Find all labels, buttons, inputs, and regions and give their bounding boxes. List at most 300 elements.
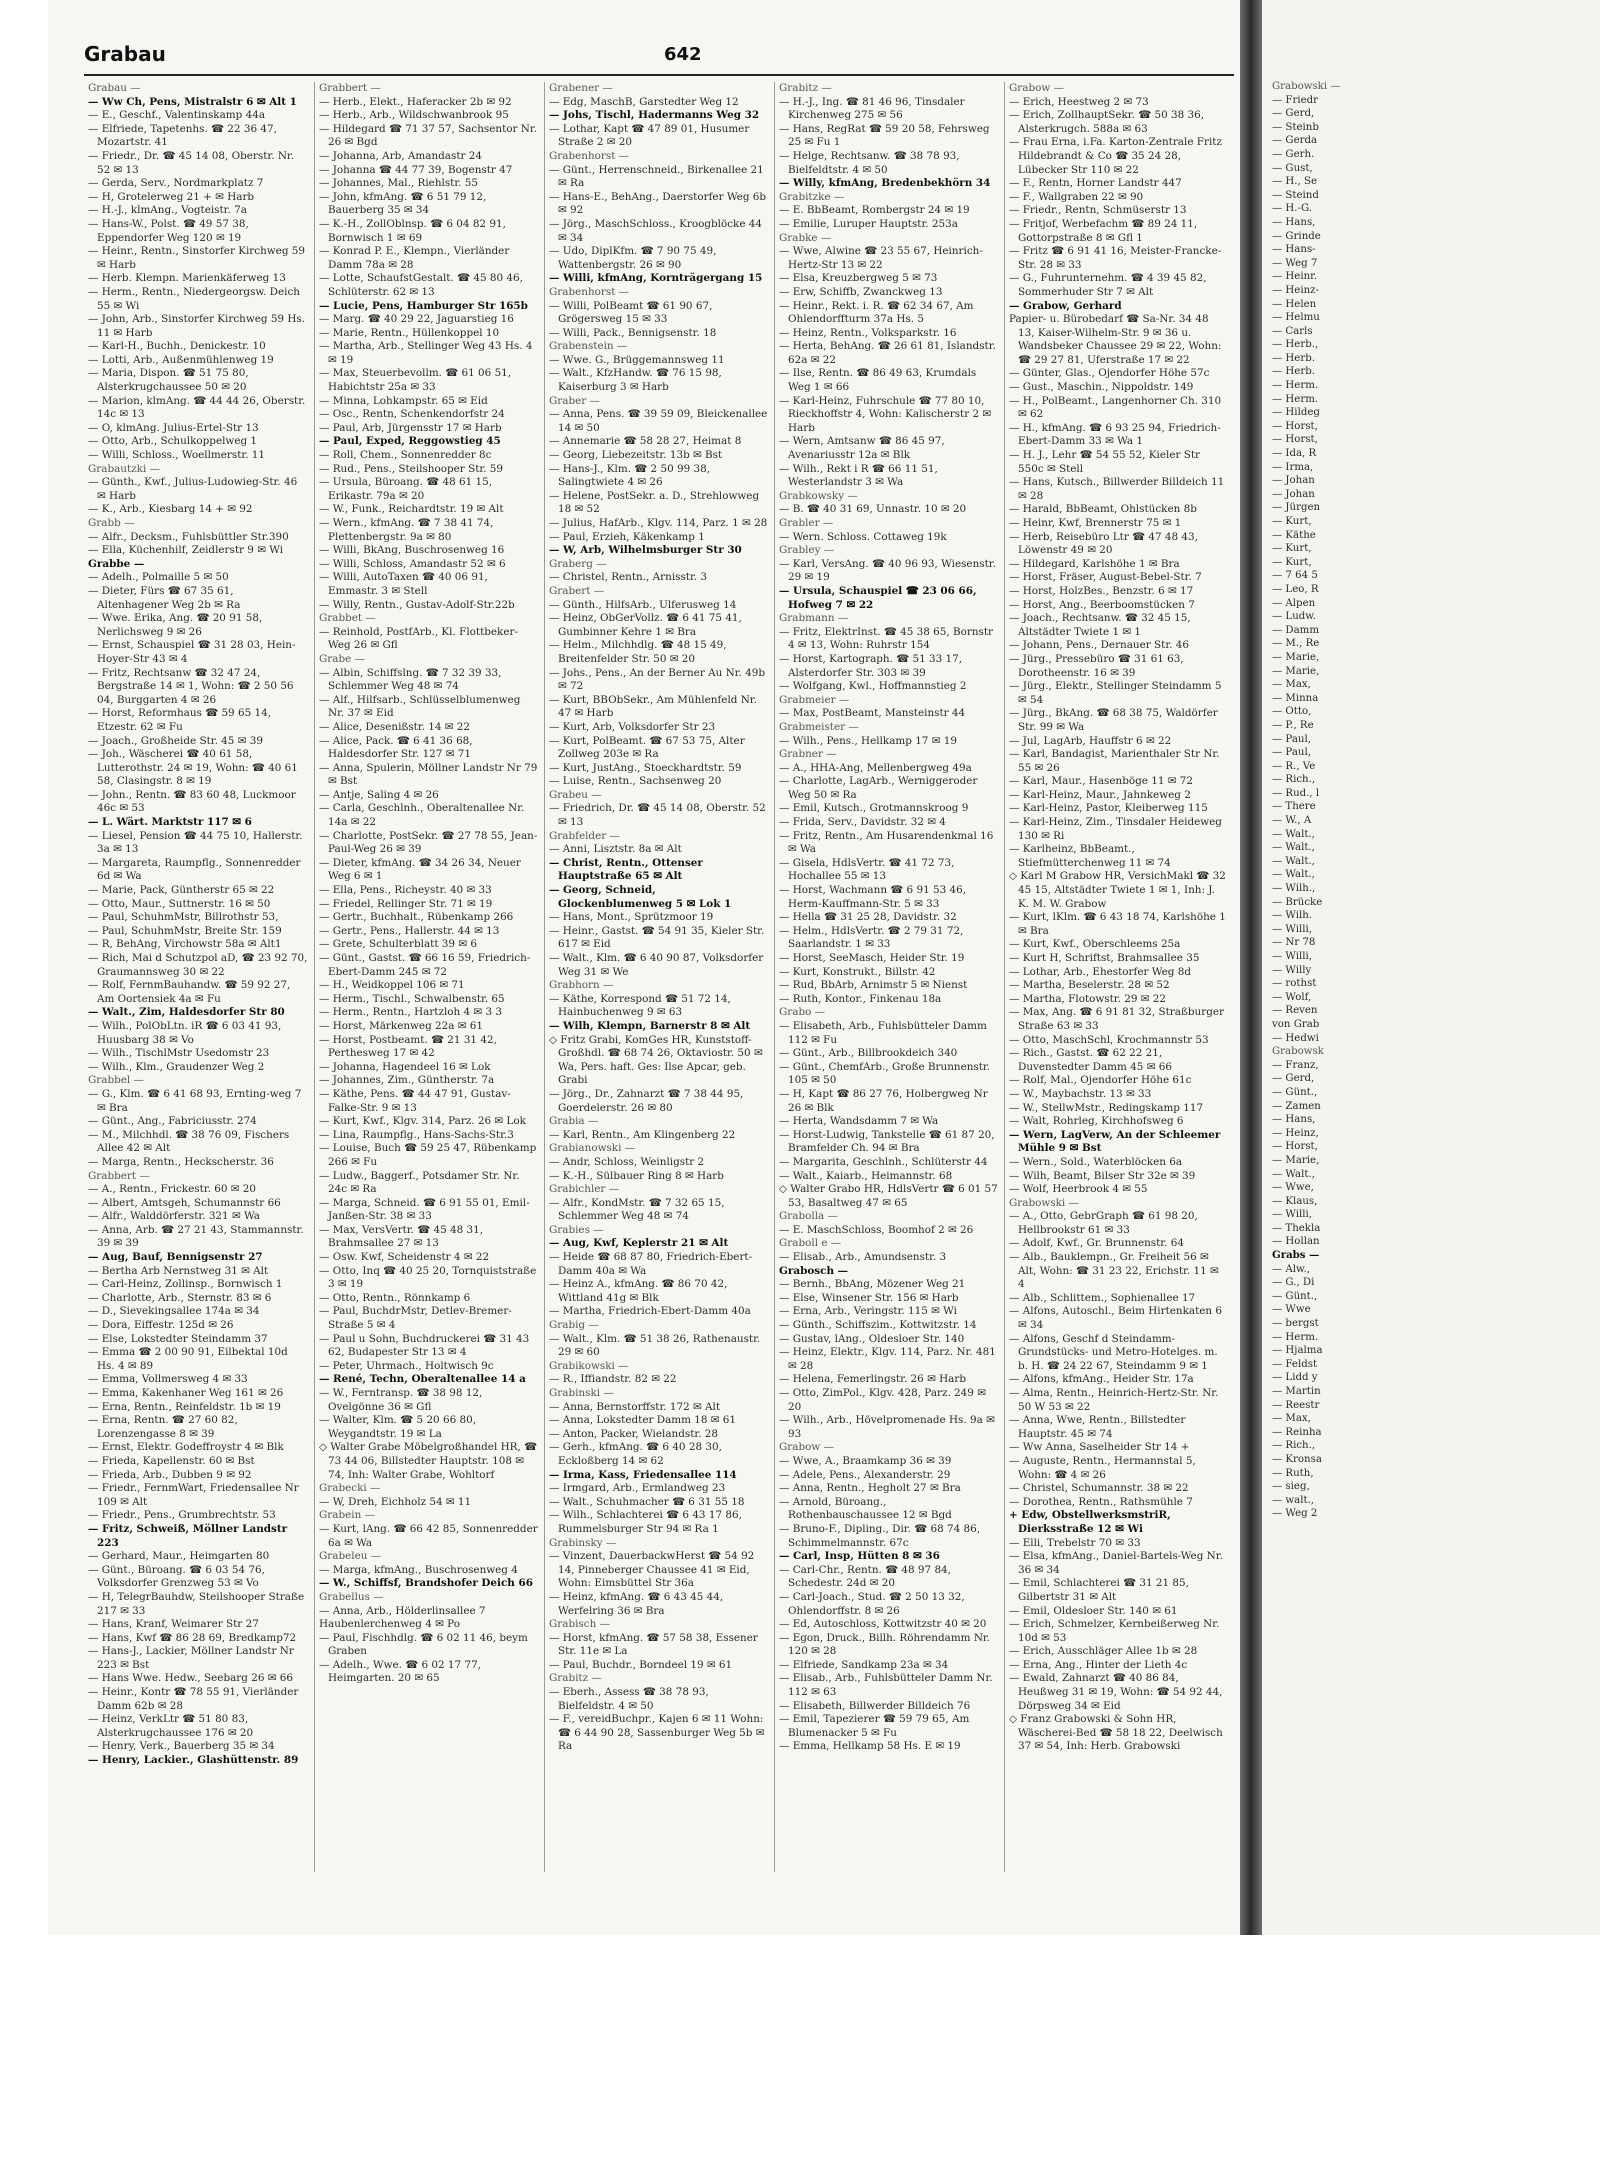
directory-entry: — Johan: [1272, 488, 1315, 500]
directory-entry: — Ruth, Kontor., Finkenau 18a: [779, 992, 942, 1005]
directory-entry: — Charlotte, Arb., Sternstr. 83 ✉ 6: [88, 1291, 272, 1304]
directory-entry: Papier- u. Bürobedarf ☎ Sa-Nr. 34 48 13, Kaiser-Wilhelm-Str. 9 ✉ 36 u. Wandsbeker Chaussee 29 ✉ 22, Wohn: ☎ 29 27 81, Uferstraße 17 ✉ 22: [1009, 313, 1222, 366]
directory-entry: — Johan: [1272, 475, 1315, 487]
directory-entry: — Walt., Schuhmacher ☎ 6 31 55 18: [549, 1495, 745, 1508]
surname-heading: Grabbel —: [88, 1074, 144, 1087]
directory-entry: — Walt., Zim, Haldesdorfer Str 80: [88, 1006, 285, 1019]
directory-entry: — W., A: [1272, 815, 1312, 827]
directory-entry: — E., Geschf., Valentinskamp 44a: [88, 109, 266, 122]
surname-heading: Grabo —: [779, 1006, 826, 1019]
directory-entry: — Max,: [1272, 679, 1311, 691]
column-col-3: [544, 82, 774, 1872]
surname-heading: Grabow —: [779, 1441, 834, 1454]
directory-entry: — Martha, Friedrich-Ebert-Damm 40a: [549, 1305, 751, 1318]
directory-entry: — John., Rentn. ☎ 83 60 48, Luckmoor 46c ✉ 53: [88, 788, 296, 815]
directory-entry: — R, BehAng, Virchowstr 58a ✉ Alt1: [88, 938, 282, 951]
directory-entry: — Max, VersVertr. ☎ 45 48 31, Brahmsallee 27 ✉ 13: [319, 1223, 484, 1250]
directory-entry: — Alfons, kfmAng., Heider Str. 17a: [1009, 1373, 1194, 1386]
directory-entry: — Walt., Klm. ☎ 6 40 90 87, Volksdorfer Weg 31 ✉ We: [549, 952, 764, 978]
directory-entry: — Jürg., BkAng. ☎ 68 38 75, Waldörfer Str. 99 ✉ Wa: [1009, 707, 1218, 733]
directory-entry: — Helmu: [1272, 312, 1320, 324]
surname-heading: Grabmeier —: [779, 693, 850, 706]
directory-entry: — F., vereidBuchpr., Kajen 6 ✉ 11 Wohn: ☎ 6 44 90 28, Sassenburger Weg 5b ✉ Ra: [549, 1713, 765, 1753]
surname-heading: Grabia —: [549, 1115, 599, 1128]
directory-entry: — Ida, R: [1272, 448, 1317, 460]
directory-entry: — E. BbBeamt, Rombergstr 24 ✉ 19: [779, 204, 970, 217]
directory-entry: — Erna, Rentn., Reinfeldstr. 1b ✉ 19: [88, 1400, 281, 1413]
directory-entry: — Rich, Mai d Schutzpol aD, ☎ 23 92 70, Graumannsweg 30 ✉ 22: [88, 952, 308, 978]
surname-heading: Graboll e —: [779, 1237, 842, 1250]
directory-entry: — Gertr., Buchhalt., Rübenkamp 266: [319, 911, 514, 924]
surname-heading: Grabenhorst —: [549, 149, 630, 162]
directory-entry: — Gerda: [1272, 135, 1318, 147]
directory-entry: — Herta, BehAng. ☎ 26 61 81, Islandstr. 62a ✉ 22: [779, 340, 996, 366]
directory-entry: — Käthe, Korrespond ☎ 51 72 14, Hainbuchenweg 9 ✉ 63: [549, 992, 731, 1019]
directory-entry: — Günt., Gastst. ☎ 66 16 59, Friedrich-Ebert-Damm 245 ✉ 72: [319, 952, 531, 978]
directory-entry: — Lotte, SchaufstGestalt. ☎ 45 80 46, Schlüterstr. 62 ✉ 13: [319, 272, 523, 298]
directory-entry: — Günth., Schiffszim., Kottwitzstr. 14: [779, 1319, 977, 1332]
directory-entry: — Andr, Schloss, Weinligstr 2: [549, 1155, 705, 1168]
surname-heading: Grabeleu —: [319, 1550, 382, 1563]
directory-entry: — Erich, Heestweg 2 ✉ 73: [1009, 95, 1149, 108]
directory-entry: — Wern, LagVerw, An der Schleemer Mühle 9 ✉ Bst: [1009, 1128, 1221, 1155]
directory-entry: — Christel, Rentn., Arnisstr. 3: [549, 571, 708, 584]
directory-entry: — Herb. Klempn. Marienkäferweg 13: [88, 272, 286, 285]
directory-entry: — Weg 2: [1272, 1508, 1318, 1520]
directory-entry: ◇ Fritz Grabi, KomGes HR, Kunststoff-Großhdl. ☎ 68 74 26, Oktaviostr. 50 ✉ Wa, Pers. haft. Ges: Ilse Apcar, geb. Grabi: [549, 1033, 763, 1087]
directory-entry: — Jörg., Dr., Zahnarzt ☎ 7 38 44 95, Goerdelerstr. 26 ✉ 80: [549, 1087, 744, 1114]
directory-entry: — Johanna ☎ 44 77 39, Bogenstr 47: [319, 163, 513, 176]
directory-entry: — Friedel, Rellinger Str. 71 ✉ 19: [319, 897, 493, 910]
directory-entry: — Steind: [1272, 189, 1319, 201]
directory-entry: — Ursula, Büroang. ☎ 48 61 15, Erikastr. 79a ✉ 20: [319, 476, 493, 502]
directory-entry: ◇ Walter Grabe Möbelgroßhandel HR, ☎ 73 44 06, Billstedter Hauptstr. 108 ✉ 74, Inh: Walter Grabe, Wohltorf: [319, 1441, 538, 1481]
surname-heading: Grabitz —: [779, 82, 832, 94]
surname-heading: Grabianowski —: [549, 1142, 636, 1155]
directory-entry: Grabs —: [1272, 1249, 1320, 1262]
directory-entry: — Harald, BbBeamt, Ohlstücken 8b: [1009, 503, 1197, 516]
directory-entry: — Herm., Rentn., Hartzloh 4 ✉ 3 3: [319, 1006, 502, 1019]
directory-entry: — Anna, Bernstorffstr. 172 ✉ Alt: [549, 1400, 721, 1413]
directory-entry: — Rud, BbArb, Arnimstr 5 ✉ Nienst: [779, 979, 968, 992]
directory-entry: — H., Se: [1272, 176, 1318, 188]
directory-entry: — Ww Ch, Pens, Mistralstr 6 ✉ Alt 1: [88, 95, 297, 108]
directory-entry: — Alfr., Walddörferstr. 321 ✉ Wa: [88, 1210, 260, 1223]
directory-entry: — W., Maybachstr. 13 ✉ 33: [1009, 1087, 1152, 1100]
directory-entry: — Maria, Dispon. ☎ 51 75 80, Alsterkrugchaussee 50 ✉ 20: [88, 367, 249, 394]
directory-entry: — Margareta, Raumpflg., Sonnenredder 6d ✉ Wa: [88, 856, 301, 883]
directory-entry: — Anna, Rentn., Hegholt 27 ✉ Bra: [779, 1482, 961, 1495]
directory-entry: — Erich, ZollhauptSekr. ☎ 50 38 36, Alsterkrugch. 588a ✉ 63: [1009, 109, 1205, 135]
directory-entry: — Max,: [1272, 1413, 1311, 1425]
directory-entry: — Leo, R: [1272, 583, 1319, 595]
directory-entry: — Johs., Pens., An der Berner Au Nr. 49b ✉ 72: [549, 666, 765, 693]
directory-entry: — Karl-Heinz, Pastor, Kleiberweg 115: [1009, 802, 1208, 815]
directory-entry: — Aug, Kwf, Keplerstr 21 ✉ Alt: [549, 1237, 729, 1250]
directory-entry: ◇ Walter Grabo HR, HdlsVertr ☎ 6 01 57 53, Basaltweg 47 ✉ 65: [779, 1183, 998, 1209]
directory-entry: — Louise, Buch ☎ 59 25 47, Rübenkamp 266 ✉ Fu: [319, 1142, 537, 1168]
directory-entry: — K.-H., ZollOblnsp. ☎ 6 04 82 91, Bornwisch 1 ✉ 69: [319, 217, 506, 244]
directory-entry: — Walt, Rohrleg, Kirchhofsweg 6: [1009, 1115, 1184, 1128]
directory-entry: — Fritz, Rentn., Am Husarendenkmal 16 ✉ Wa: [779, 829, 994, 856]
directory-entry: — Karl-Heinz, Maur., Jahnkeweg 2: [1009, 788, 1191, 801]
directory-entry: — Wilh.: [1272, 910, 1313, 922]
directory-entry: — Heinz, Rentn., Volksparkstr. 16: [779, 326, 957, 339]
directory-entry: — Alfr., Decksm., Fuhlsbüttler Str.390: [88, 530, 289, 543]
directory-entry: — Elisab., Arb., Amundsenstr. 3: [779, 1251, 947, 1264]
directory-entry: — K.-H., Sülbauer Ring 8 ✉ Harb: [549, 1169, 724, 1182]
directory-entry: — Nr 78: [1272, 937, 1316, 949]
surname-heading: Grabke —: [779, 231, 832, 244]
directory-entry: — Walt.,: [1272, 869, 1315, 881]
surname-heading: Grabichler —: [549, 1183, 620, 1196]
surname-heading: Grabbert —: [88, 1169, 150, 1182]
directory-entry: — 7 64 5: [1272, 570, 1318, 582]
directory-entry: — Minna, Lohkampstr. 65 ✉ Eid: [319, 394, 488, 407]
directory-entry: — Zamen: [1272, 1100, 1321, 1112]
surname-heading: Grabert —: [549, 584, 605, 597]
directory-entry: — Ella, Pens., Richeystr. 40 ✉ 33: [319, 884, 492, 897]
directory-entry: — Jürg., Elektr., Stellinger Steindamm 5 ✉ 54: [1009, 680, 1222, 706]
directory-columns: [84, 82, 1234, 1872]
directory-entry: — H, Kapt ☎ 86 27 76, Holbergweg Nr 26 ✉ Blk: [779, 1087, 988, 1114]
directory-entry: — Walt.,: [1272, 828, 1315, 840]
directory-entry: — Joh., Wäscherei ☎ 40 61 58, Lutterothstr. 24 ✉ 19, Wohn: ☎ 40 61 58, Clasingstr. 8 ✉ 19: [88, 748, 298, 788]
surname-heading: Grabow —: [1009, 82, 1064, 94]
directory-entry: — Erna, Rentn. ☎ 27 60 82, Lorenzengasse 8 ✉ 39: [88, 1414, 238, 1440]
directory-entry: — Gust., Maschin., Nippoldstr. 149: [1009, 381, 1194, 394]
directory-entry: — Herm.: [1272, 393, 1319, 405]
directory-entry: — Gertr., Pens., Hallerstr. 44 ✉ 13: [319, 924, 500, 937]
directory-entry: — Adele, Pens., Alexanderstr. 29: [779, 1468, 951, 1481]
surname-heading: Graber —: [549, 394, 600, 407]
surname-heading: Grabein —: [319, 1509, 375, 1522]
directory-entry: — Hans-W., Polst. ☎ 49 57 38, Eppendorfer Weg 120 ✉ 19: [88, 217, 249, 244]
surname-heading: Grabau —: [88, 82, 141, 94]
directory-entry: — Jörg., MaschSchloss., Kroogblöcke 44 ✉ 34: [549, 217, 763, 244]
directory-entry: — Alf., Hilfsarb., Schlüsselblumenweg Nr. 37 ✉ Eid: [319, 693, 521, 720]
directory-entry: — Käthe, Pens. ☎ 44 47 91, Gustav-Falke-Str. 9 ✉ 13: [319, 1087, 511, 1114]
directory-entry: — Kurt, BBObSekr., Am Mühlenfeld Nr. 47 ✉ Harb: [549, 693, 757, 720]
directory-entry: — W., Schiffsf, Brandshofer Deich 66: [319, 1577, 533, 1590]
surname-heading: Grabe —: [319, 652, 365, 665]
directory-entry: — Heinr, Kwf, Brennerstr 75 ✉ 1: [1009, 517, 1182, 529]
directory-entry: — Alb., Schlittem., Sophienallee 17: [1009, 1291, 1196, 1304]
directory-entry: — Johanna, Arb, Amandastr 24: [319, 149, 483, 162]
directory-entry: — Willi, PolBeamt ☎ 61 90 67, Grögersweg 15 ✉ 33: [549, 299, 713, 326]
directory-entry: — Wwe. G., Brüggemannsweg 11: [549, 353, 725, 366]
directory-entry: — Kronsa: [1272, 1453, 1322, 1465]
surname-heading: Grabbet —: [319, 612, 376, 625]
directory-entry: — Alice, Desenißstr. 14 ✉ 22: [319, 720, 471, 733]
directory-page: [48, 0, 1253, 1935]
directory-entry: — Walt., Kaiarb., Heimannstr. 68: [779, 1169, 953, 1182]
directory-entry: — Fritz, Schweiß, Möllner Landstr 223: [88, 1522, 288, 1549]
directory-entry: — Anton, Packer, Wielandstr. 28: [549, 1427, 719, 1440]
directory-entry: — Günth., HilfsArb., Ulferusweg 14: [549, 598, 737, 611]
directory-entry: — Paul, Arb, Jürgensstr 17 ✉ Harb: [319, 421, 502, 434]
directory-entry: — Dieter, kfmAng. ☎ 34 26 34, Neuer Weg 6 ✉ 1: [319, 856, 521, 883]
directory-entry: — Gisela, HdlsVertr. ☎ 41 72 73, Hochallee 55 ✉ 13: [779, 856, 955, 883]
directory-entry: — Hella ☎ 31 25 28, Davidstr. 32: [779, 911, 957, 924]
directory-entry: — Horst, SeeMasch, Heider Str. 19: [779, 952, 965, 964]
directory-entry: — Wilh., Pens., Hellkamp 17 ✉ 19: [779, 734, 957, 747]
directory-entry: — Brücke: [1272, 896, 1323, 908]
directory-entry: — Hans, Kwf ☎ 86 28 69, Bredkamp72: [88, 1631, 297, 1644]
directory-entry: — Heide ☎ 68 87 80, Friedrich-Ebert-Damm 40a ✉ Wa: [549, 1251, 753, 1277]
directory-entry: — Horst, kfmAng. ☎ 57 58 38, Essener Str. 11e ✉ La: [549, 1631, 758, 1658]
directory-entry: — Günt.,: [1272, 1290, 1318, 1302]
scan-margin: [0, 1935, 1600, 2177]
directory-entry: — Georg, Schneid, Glockenblumenweg 5 ✉ Lok 1: [549, 884, 732, 910]
directory-entry: — Paul, Erzieh, Käkenkamp 1: [549, 530, 705, 543]
directory-entry: — Herm.: [1272, 380, 1319, 392]
directory-entry: — Friedrich, Dr. ☎ 45 14 08, Oberstr. 52 ✉ 13: [549, 802, 766, 829]
directory-entry: — sieg,: [1272, 1481, 1310, 1493]
directory-entry: — Helm., HdlsVertr. ☎ 2 79 31 72, Saarlandstr. 1 ✉ 33: [779, 924, 964, 951]
directory-entry: — Vinzent, DauerbackwHerst ☎ 54 92 14, Pinneberger Chaussee 41 ✉ Eid, Wohn: Eimsbüttel Str 36a: [549, 1550, 755, 1590]
directory-entry: — Wern., kfmAng. ☎ 7 38 41 74, Plettenbergstr. 9a ✉ 80: [319, 517, 494, 543]
directory-entry: — Günt., Ang., Fabriciusstr. 274: [88, 1115, 257, 1128]
directory-entry: — Otto, Maur., Suttnerstr. 16 ✉ 50: [88, 897, 271, 910]
directory-entry: — W, Dreh, Eichholz 54 ✉ 11: [319, 1495, 472, 1508]
directory-entry: — Herb., Arb., Wildschwanbrook 95: [319, 109, 509, 122]
directory-entry: — Max, Steuerbevollm. ☎ 61 06 51, Habichtstr 25a ✉ 33: [319, 367, 512, 394]
directory-entry: — Auguste, Rentn., Hermannstal 5, Wohn: ☎ 4 ✉ 26: [1009, 1454, 1196, 1481]
directory-entry: — Heinz,: [1272, 1127, 1319, 1139]
directory-entry: — Emma, Kakenhaner Weg 161 ✉ 26: [88, 1387, 284, 1399]
directory-entry: — Hollan: [1272, 1236, 1320, 1248]
directory-entry: — Otto, Inq ☎ 40 25 20, Tornquiststraße 3 ✉ 19: [319, 1264, 537, 1291]
directory-entry: — Carl-Heinz, Zollinsp., Bornwisch 1: [88, 1278, 283, 1291]
directory-entry: — Horst,: [1272, 1141, 1318, 1153]
directory-entry: — Jürg., Pressebüro ☎ 31 61 63, Dorotheenstr. 16 ✉ 39: [1009, 652, 1184, 679]
directory-entry: — Herm., Rentn., Niedergeorgsw. Deich 55 ✉ Wi: [88, 285, 300, 312]
directory-entry: — Karl, Bandagist, Marienthaler Str Nr. 55 ✉ 26: [1009, 748, 1220, 774]
directory-entry: — Egon, Druck., Billh. Röhrendamm Nr. 120 ✉ 28: [779, 1631, 991, 1658]
directory-entry: — Georg, Liebezeitstr. 13b ✉ Bst: [549, 449, 723, 462]
directory-entry: — Emil, Schlachterei ☎ 31 21 85, Gilbertstr 31 ✉ Alt: [1009, 1577, 1189, 1603]
surname-heading: Grabowski —: [1272, 81, 1341, 92]
directory-entry: — Minna: [1272, 692, 1319, 704]
directory-entry: — Wilh., Schlachterei ☎ 6 43 17 86, Rummelsburger Str 94 ✉ Ra 1: [549, 1509, 742, 1535]
directory-entry: — Willy, Rentn., Gustav-Adolf-Str.22b: [319, 598, 515, 611]
directory-entry: — Kurt H, Schriftst, Brahmsallee 35: [1009, 952, 1200, 964]
directory-entry: — Hans-: [1272, 244, 1316, 256]
directory-entry: — Marie,: [1272, 665, 1320, 677]
directory-entry: Grabosch —: [779, 1264, 849, 1277]
directory-entry: — Günt., Herrenschneid., Birkenallee 21 ✉ Ra: [549, 163, 764, 190]
directory-entry: — Wilh.,: [1272, 883, 1316, 895]
directory-entry: — Emil, Kutsch., Grotmannskroog 9: [779, 802, 969, 815]
directory-entry: — Hans-J., Klm. ☎ 2 50 99 38, Salingtwiete 4 ✉ 26: [549, 462, 711, 489]
directory-entry: — K., Arb., Kiesbarg 14 + ✉ 92: [88, 503, 253, 516]
directory-entry: — Elfriede, Sandkamp 23a ✉ 34: [779, 1658, 949, 1671]
directory-entry: — Frieda, Kapellenstr. 60 ✉ Bst: [88, 1454, 255, 1467]
directory-entry: — Hans,: [1272, 1114, 1316, 1126]
directory-entry: — R., Iffiandstr. 82 ✉ 22: [549, 1373, 677, 1386]
directory-entry: — Elisabeth, Billwerder Billdeich 76: [779, 1699, 971, 1712]
directory-entry: — H, Grotelerweg 21 + ✉ Harb: [88, 190, 255, 203]
directory-entry: — Wilh., TischlMstr Usedomstr 23: [88, 1047, 270, 1060]
directory-entry: — Marie,: [1272, 1154, 1320, 1166]
directory-entry: — E. MaschSchloss, Boomhof 2 ✉ 26: [779, 1223, 974, 1236]
directory-entry: — Albin, Schiffslng. ☎ 7 32 39 33, Schlemmer Weg 48 ✉ 74: [319, 666, 502, 693]
directory-entry: — Dorothea, Rentn., Rathsmühle 7: [1009, 1495, 1193, 1508]
directory-entry: — Lina, Raumpflg., Hans-Sachs-Str.3: [319, 1128, 514, 1141]
directory-entry: — Alfons, Geschf d Steindamm-Grundstücks- und Metro-Hotelges. m. b. H. ☎ 24 22 67, Steindamm 9 ✉ 1: [1009, 1332, 1218, 1372]
directory-entry: — Reestr: [1272, 1399, 1320, 1411]
directory-entry: — G., Di: [1272, 1277, 1315, 1289]
directory-entry: — René, Techn, Oberaltenallee 14 a: [319, 1373, 526, 1386]
directory-entry: — Paul, Buchdr., Borndeel 19 ✉ 61: [549, 1658, 733, 1671]
directory-entry: — Kurt, Konstrukt., Billstr. 42: [779, 965, 936, 978]
directory-entry: — Bernh., BbAng, Mözener Weg 21: [779, 1278, 966, 1291]
directory-entry: — Christel, Schumannstr. 38 ✉ 22: [1009, 1482, 1189, 1495]
directory-entry: — Carl-Chr., Rentn. ☎ 48 97 84, Schedestr. 24d ✉ 20: [779, 1563, 951, 1590]
directory-entry: — Frau Erna, i.Fa. Karton-Zentrale Fritz Hildebrandt & Co ☎ 35 24 28, Lübecker Str 110 ✉ 22: [1009, 136, 1222, 176]
directory-entry: — Alma, Rentn., Heinrich-Hertz-Str. Nr. 50 W 53 ✉ 22: [1009, 1387, 1219, 1413]
directory-entry: ◇ Karl M Grabow HR, VersichMakl ☎ 32 45 15, Altstädter Twiete 1 ✉ 1, Inh: J. K. M. W. Grabow: [1009, 870, 1226, 910]
directory-entry: — Feldst: [1272, 1358, 1318, 1370]
directory-entry: — Hjalma: [1272, 1345, 1323, 1357]
directory-entry: — Aug, Bauf, Bennigsenstr 27: [88, 1251, 263, 1264]
directory-entry: — Walt.,: [1272, 1168, 1315, 1180]
directory-entry: — Horst, Fräser, August-Bebel-Str. 7: [1009, 571, 1202, 584]
directory-entry: — Marie, Pack, Güntherstr 65 ✉ 22: [88, 884, 275, 897]
directory-entry: — Wern., Sold., Waterblöcken 6a: [1009, 1155, 1183, 1168]
directory-entry: — H., kfmAng. ☎ 6 93 25 94, Friedrich-Ebert-Damm 33 ✉ Wa 1: [1009, 421, 1221, 448]
column-col-4: [774, 82, 1004, 1872]
directory-entry: — G., Klm. ☎ 6 41 68 93, Ernting-weg 7 ✉ Bra: [88, 1087, 302, 1114]
directory-entry: — Wilh., Klm., Graudenzer Weg 2: [88, 1060, 265, 1073]
directory-entry: — Hans-J., Lackier, Möllner Landstr Nr 223 ✉ Bst: [88, 1645, 294, 1671]
directory-entry: — Hans-E., BehAng., Daerstorfer Weg 6b ✉ 92: [549, 190, 767, 217]
directory-entry: — Anna, Pens. ☎ 39 59 09, Bleickenallee 14 ✉ 50: [549, 408, 768, 434]
directory-entry: — H. J., Lehr ☎ 54 55 52, Kieler Str 550c ✉ Stell: [1009, 449, 1200, 475]
directory-entry: — Irma,: [1272, 461, 1314, 473]
directory-entry: — Horst, Reformhaus ☎ 59 65 14, Etzestr. 62 ✉ Fu: [88, 707, 272, 733]
directory-entry: — Hans, Kutsch., Billwerder Billdeich 11 ✉ 28: [1009, 476, 1225, 502]
header-rule: [84, 74, 1234, 76]
directory-entry: — Emil, Oldesloer Str. 140 ✉ 61: [1009, 1604, 1178, 1617]
directory-entry: — Karl-H., Buchh., Denickestr. 10: [88, 340, 266, 353]
directory-entry: — Wolf, Heerbrook 4 ✉ 55: [1009, 1183, 1148, 1196]
directory-entry: — Kurt, Kwf., Oberschleems 25a: [1009, 938, 1181, 951]
directory-entry: — Erich, Schmelzer, Kernbeißerweg Nr. 10d ✉ 53: [1009, 1618, 1220, 1644]
page-header: [84, 42, 1253, 72]
book-gutter: [1240, 0, 1264, 1935]
directory-entry: — Max, PostBeamt, Mansteinstr 44: [779, 707, 966, 720]
next-page-edge: [1262, 0, 1600, 1935]
directory-entry: — Rich.,: [1272, 774, 1316, 786]
directory-entry: — W., Funk., Reichardtstr. 19 ✉ Alt: [319, 503, 504, 516]
directory-entry: — Horst, Wachmann ☎ 6 91 53 46, Herm-Kauffmann-Str. 5 ✉ 33: [779, 884, 967, 910]
directory-entry: — Osw. Kwf, Scheidenstr 4 ✉ 22: [319, 1251, 490, 1264]
surname-heading: Grabmann —: [779, 612, 849, 625]
directory-entry: — Kurt,: [1272, 543, 1312, 555]
directory-entry: — Willi, BkAng, Buschrosenweg 16: [319, 544, 505, 557]
column-next-col-a: [1268, 80, 1488, 1880]
surname-heading: Graberg —: [549, 557, 607, 570]
surname-heading: Grabowsk: [1272, 1046, 1324, 1058]
directory-entry: — Alpen: [1272, 597, 1316, 609]
directory-entry: — Willi, Schloss., Woellmerstr. 11: [88, 449, 266, 462]
directory-entry: — Günt.,: [1272, 1086, 1318, 1098]
directory-entry: — Erna, Arb., Veringstr. 115 ✉ Wi: [779, 1305, 958, 1318]
directory-entry: — W., Ferntransp. ☎ 38 98 12, Ovelgönne 36 ✉ Gfl: [319, 1387, 483, 1413]
directory-entry: — Gerh.: [1272, 148, 1315, 160]
directory-entry: — Jürgen: [1272, 502, 1321, 514]
directory-entry: — Wilh, Beamt, Bilser Str 32e ✉ 39: [1009, 1169, 1196, 1182]
directory-entry: — Wilh., Arb., Hövelpromenade Hs. 9a ✉ 93: [779, 1414, 995, 1440]
directory-entry: — Alw.,: [1272, 1263, 1311, 1275]
directory-entry: — Emilie, Luruper Hauptstr. 253a: [779, 217, 958, 230]
directory-entry: — Friedr: [1272, 94, 1319, 106]
directory-entry: — Emil, Tapezierer ☎ 59 79 65, Am Blumenacker 5 ✉ Fu: [779, 1713, 970, 1739]
column-col-1: [84, 82, 314, 1872]
directory-entry: — Kurt,: [1272, 556, 1312, 568]
directory-entry: — Hans, Mont., Sprützmoor 19: [549, 911, 714, 924]
directory-entry: Haubenlerchenweg 4 ✉ Po: [319, 1618, 460, 1631]
directory-entry: — Elisabeth, Arb., Fuhlsbütteler Damm 112 ✉ Fu: [779, 1019, 987, 1046]
directory-entry: — Kurt,: [1272, 516, 1312, 527]
directory-entry: — Paul u Sohn, Buchdruckerei ☎ 31 43 62, Budapester Str 13 ✉ 4: [319, 1332, 530, 1359]
directory-entry: — Max, Ang. ☎ 6 91 81 32, Straßburger Straße 63 ✉ 33: [1009, 1006, 1224, 1032]
directory-entry: — Herb.: [1272, 352, 1315, 364]
directory-entry: — Friedr., Rentn, Schmüserstr 13: [1009, 204, 1187, 217]
directory-entry: — Lucie, Pens, Hamburger Str 165b: [319, 299, 528, 312]
directory-entry: — Marga, Rentn., Heckscherstr. 36: [88, 1155, 274, 1168]
directory-entry: — Wwe,: [1272, 1182, 1314, 1194]
directory-entry: — Marga, Schneid. ☎ 6 91 55 01, Emil-Janßen-Str. 38 ✉ 33: [319, 1196, 530, 1223]
directory-entry: — Elisab., Arb., Fuhlsbütteler Damm Nr. 112 ✉ 63: [779, 1672, 993, 1699]
directory-entry: — Horst, Ang., Beerboomstücken 7: [1009, 598, 1195, 611]
directory-entry: — D., Sievekingsallee 174a ✉ 34: [88, 1305, 260, 1318]
directory-entry: — Rud., Pens., Steilshooper Str. 59: [319, 462, 504, 475]
directory-entry: — Klaus,: [1272, 1195, 1318, 1207]
directory-entry: — Gerd,: [1272, 1073, 1315, 1085]
directory-entry: — Günth., Kwf., Julius-Ludowieg-Str. 46 ✉ Harb: [88, 476, 298, 502]
directory-entry: — Alfr., KondMstr. ☎ 7 32 65 15, Schlemmer Weg 48 ✉ 74: [549, 1196, 725, 1223]
directory-entry: — Margarita, Geschlnh., Schlüterstr 44: [779, 1155, 988, 1168]
directory-entry: — Hans, RegRat ☎ 59 20 58, Fehrsweg 25 ✉ Fu 1: [779, 122, 990, 149]
directory-entry: — Dieter, Fürs ☎ 67 35 61, Altenhagener Weg 2b ✉ Ra: [88, 584, 241, 611]
directory-entry: — Erna, Ang., Hinter der Lieth 4c: [1009, 1658, 1188, 1671]
directory-entry: — W., StellwMstr., Redingskamp 117: [1009, 1101, 1204, 1114]
directory-entry: — Heinr., Rentn., Sinstorfer Kirchweg 59 ✉ Harb: [88, 245, 306, 271]
directory-entry: — H., PolBeamt., Langenhorner Ch. 310 ✉ 62: [1009, 394, 1222, 421]
directory-entry: — Ursula, Schauspiel ☎ 23 06 66, Hofweg 7 ✉ 22: [779, 584, 977, 611]
directory-entry: — W, Arb, Wilhelmsburger Str 30: [549, 544, 742, 557]
directory-entry: — Erw, Schiffb, Zwanckweg 13: [779, 285, 943, 298]
directory-entry: — Käthe: [1272, 529, 1316, 541]
directory-entry: — Helm., Milchhdlg. ☎ 48 15 49, Breitenfelder Str. 50 ✉ 20: [549, 639, 727, 665]
directory-entry: — Helen: [1272, 298, 1317, 310]
directory-entry: — Emma, Hellkamp 58 Hs. E ✉ 19: [779, 1740, 961, 1753]
surname-heading: Grabhorn —: [549, 979, 614, 992]
directory-entry: — Willi,: [1272, 1209, 1312, 1221]
surname-heading: Grabfelder —: [549, 829, 620, 842]
directory-entry: — Charlotte, LagArb., Werniggeroder Weg 50 ✉ Ra: [779, 775, 978, 801]
directory-entry: — Walt., KfzHandw. ☎ 76 15 98, Kaiserburg 3 ✉ Harb: [549, 367, 722, 394]
directory-entry: — Ww Anna, Saselheider Str 14 +: [1009, 1441, 1190, 1454]
directory-entry: — Ed, Autoschloss, Kottwitzstr 40 ✉ 20: [779, 1618, 987, 1631]
directory-entry: — Reven: [1272, 1005, 1318, 1017]
directory-entry: — Else, Winsener Str. 156 ✉ Harb: [779, 1291, 959, 1304]
directory-entry: — H., Weidkoppel 106 ✉ 71: [319, 979, 465, 992]
directory-entry: — Karlheinz, BbBeamt., Stiefmütterchenweg 11 ✉ 74: [1009, 843, 1171, 869]
